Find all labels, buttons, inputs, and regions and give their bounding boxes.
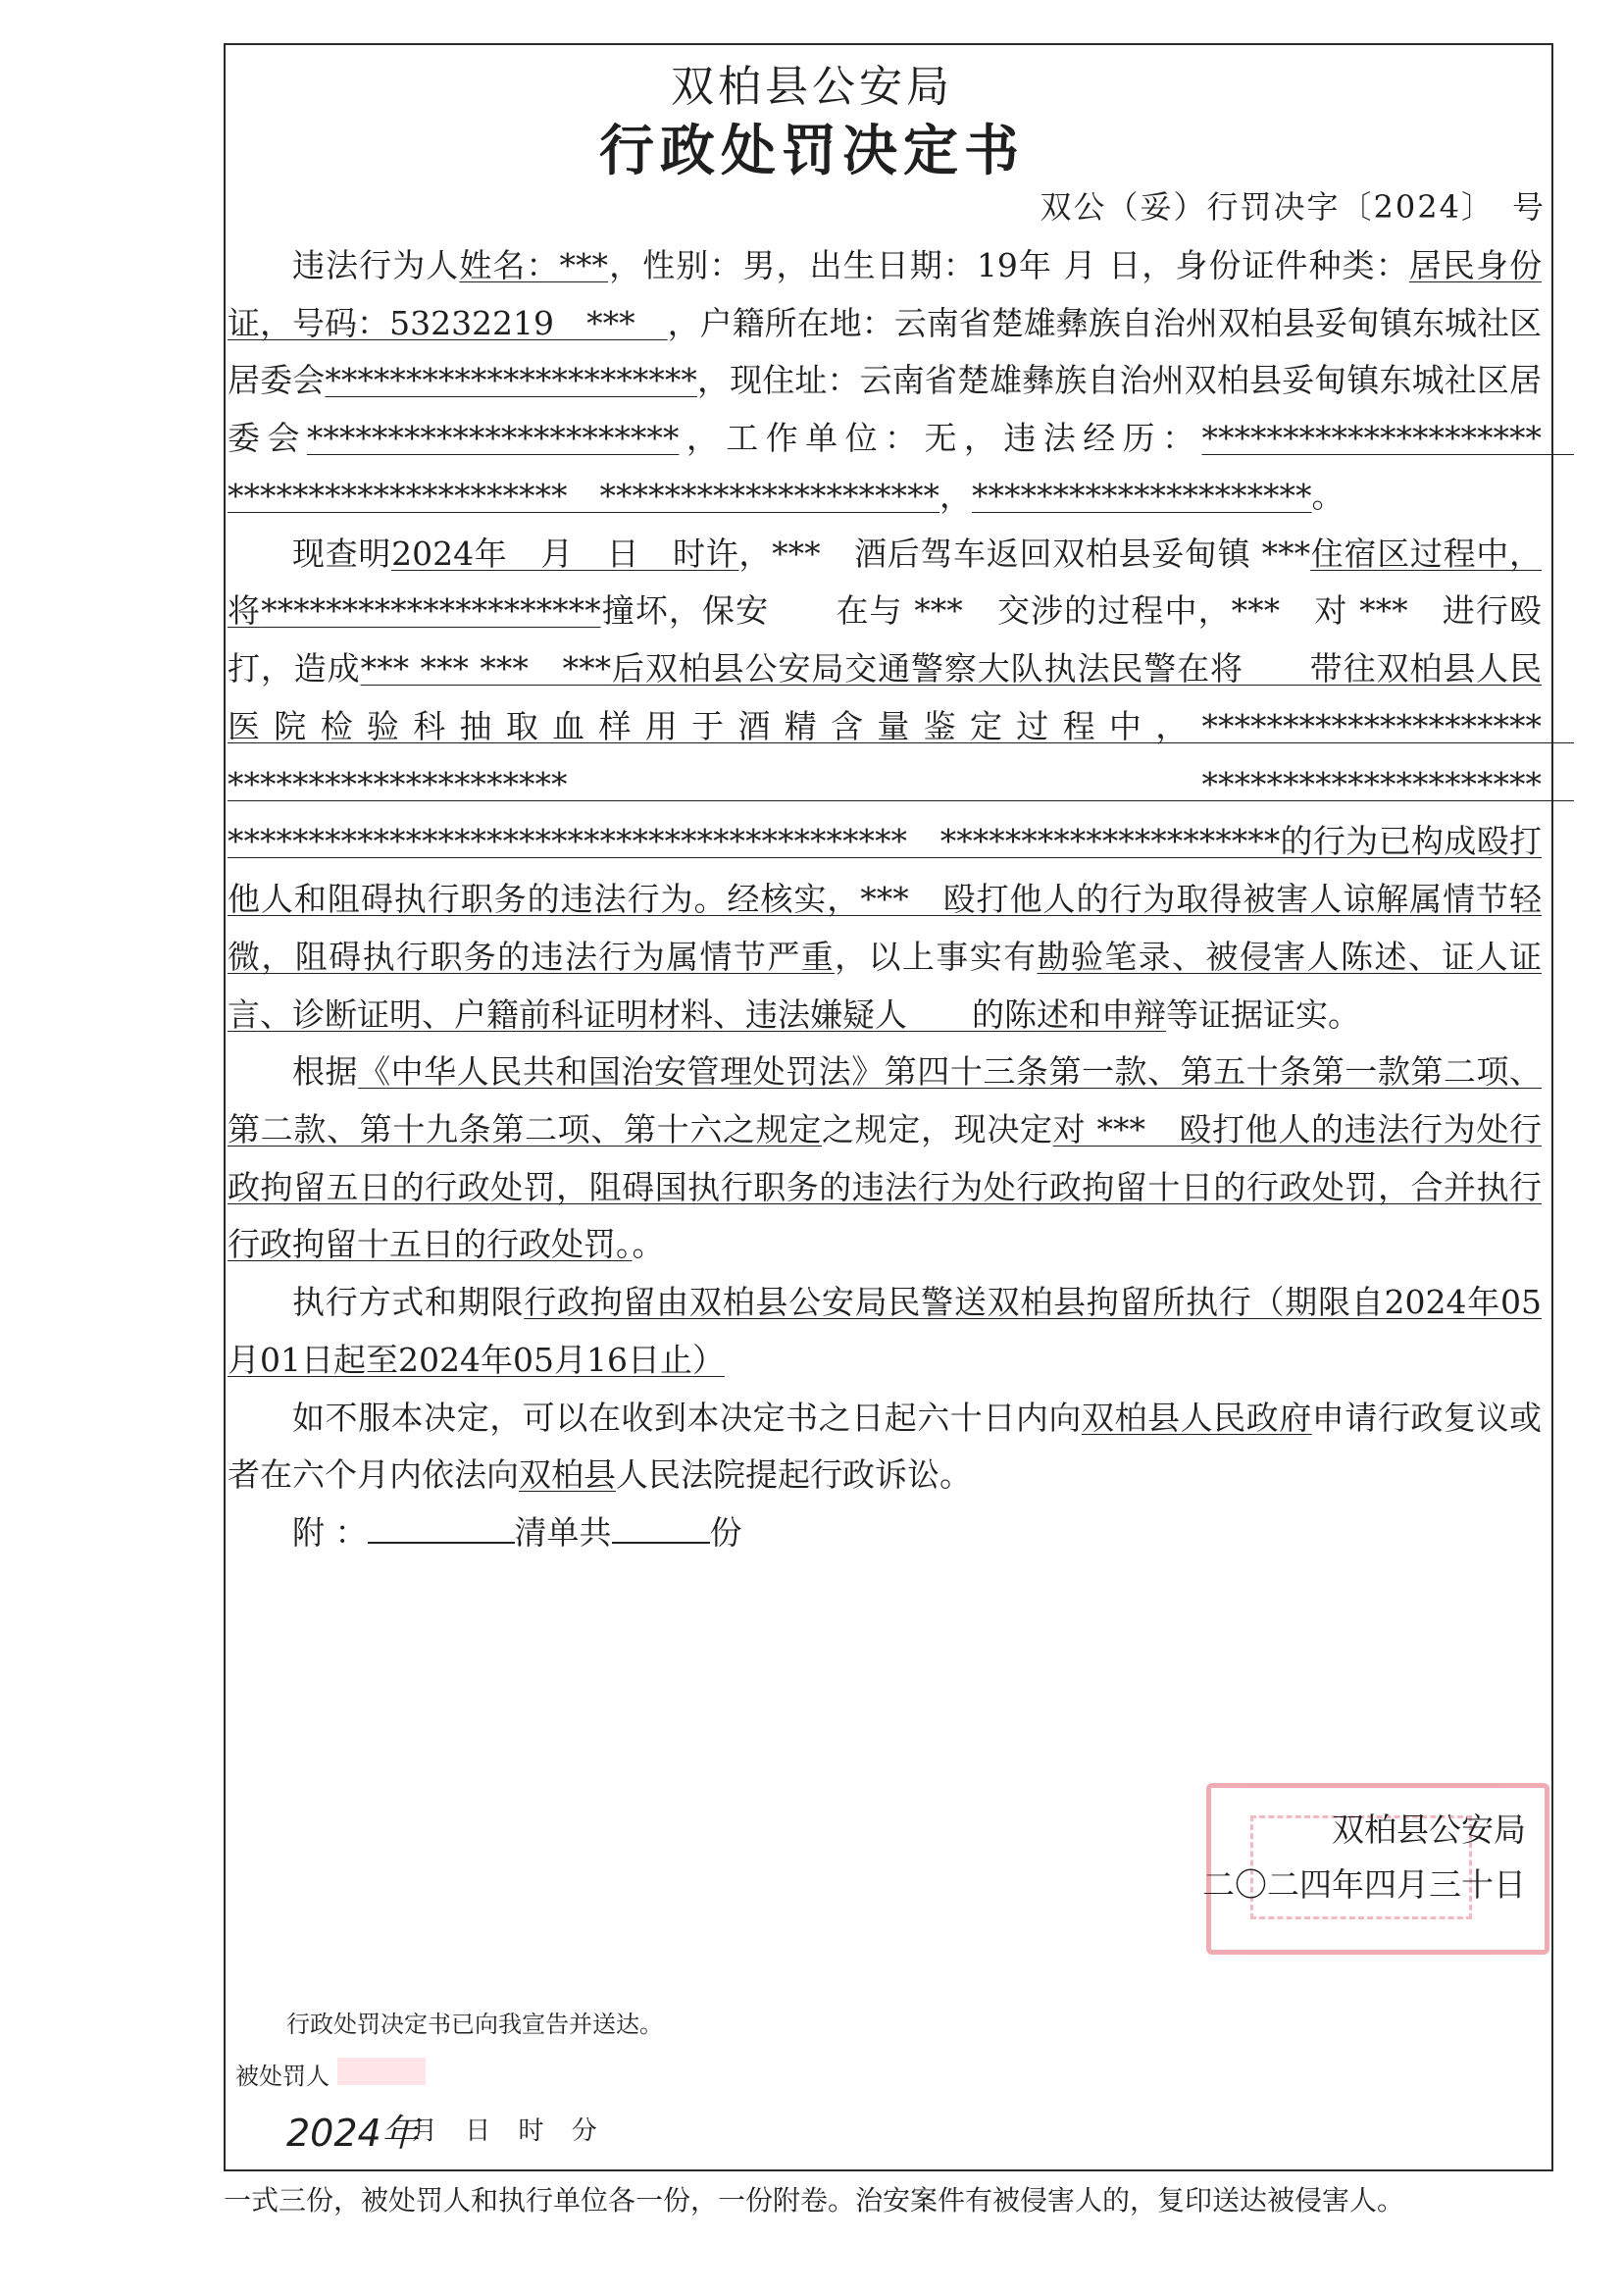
- record-redacted-2: *********************: [972, 476, 1312, 515]
- appeal-text-a: 如不服本决定，可以在收到本决定书之日起六十日内向: [292, 1398, 1082, 1437]
- attachment-line: [292, 1504, 1542, 1562]
- facts-redacted-2: *** *** *** ***: [360, 649, 612, 688]
- facts-lead: 现查明: [292, 534, 392, 573]
- served-date-fields: 月 日 时 分: [412, 2116, 607, 2146]
- appeal-court: 双柏县: [519, 1455, 616, 1495]
- decision-paragraph: [228, 1044, 1542, 1274]
- offender-birth-tail: 年 月 日，身份证件种类：: [1017, 246, 1409, 284]
- appeal-text-c: 人民法院提起行政诉讼。: [616, 1455, 972, 1495]
- facts-text-j: 的行为已构成殴打他人和阻碍执行职务的违法行为。经核实，: [228, 822, 1543, 919]
- execution-lead: 执行方式和期限: [292, 1283, 525, 1322]
- evidence-list: 勘验笔录、被侵害人陈述、证人证言、诊断证明、户籍前科证明材料、违法嫌疑人 的陈述和申辩: [228, 937, 1543, 1034]
- appeal-government: 双柏县人民政府: [1081, 1398, 1312, 1437]
- facts-text-l: ，以上事实有: [835, 937, 1038, 976]
- offender-current-address: ，现住址：云南省楚雄彝族自治州双柏县妥甸镇东城社区居委会: [228, 361, 1543, 458]
- hukou-redacted: ***********************: [325, 361, 697, 400]
- execution-paragraph: [228, 1274, 1542, 1389]
- facts-paragraph: [228, 526, 1574, 1045]
- penalized-person-label: 被处罚人: [235, 2063, 330, 2090]
- facts-redacted-4: ********************* *********************: [567, 822, 1281, 861]
- execution-content: 行政拘留由双柏县公安局民警送双柏县拘留所执行（期限自2024年05月01日起至2024年05月16日止）: [228, 1283, 1542, 1379]
- signature-block: [1202, 1803, 1526, 1912]
- issuing-agency: 双柏县公安局: [671, 62, 953, 112]
- offender-name: 姓名：***: [459, 246, 609, 284]
- offender-work: ，工作单位：无，违法经历：: [679, 419, 1202, 458]
- facts-text-e: 撞坏，保安 在与 *** 交涉的过程中，*** 对 *** 进行殴打，造成: [228, 591, 1543, 688]
- decision-text-b: 之规定，现决定: [822, 1110, 1053, 1149]
- attachment-count-blank: [612, 1512, 710, 1544]
- decision-content: 对 *** 殴打他人的违法行为处行政拘留五日的行政处罚，阻碍国执行职务的违法行为处行政拘留十日的行政处罚，合并执行行政拘留十五日的行政处罚。: [228, 1110, 1542, 1264]
- record-redacted-1: ********************* ********************* *********************: [228, 419, 1574, 515]
- appeal-paragraph: [228, 1390, 1542, 1504]
- signature-date: 二〇二四年四月三十日: [1202, 1865, 1526, 1905]
- offender-paragraph: 违法行为人姓名：***，性别：男，出生日期：19年 月 日，身份证件种类：居民身份证，号码：53232219 *** ，户籍所在地：云南省楚雄彝族自治州双柏县妥甸镇东城社区居委会***********************，现住址：云南省楚雄彝族自治州双柏县妥甸镇东城社区居委会***********************，工作单位：无，违法经历：********************* ********************* *********************，*********************。: [228, 246, 1574, 515]
- incident-date: 2024年 月 日 时许: [391, 534, 739, 573]
- document-body: [228, 237, 1574, 1562]
- footer-note: 一式三份，被处罚人和执行单位各一份，一份附卷。治安案件有被侵害人的，复印送达被侵害人。: [224, 2184, 1405, 2217]
- facts-text-b: ，*** 酒后驾车返回双柏县妥甸镇 ***: [738, 534, 1311, 573]
- attachment-blank: [368, 1512, 515, 1544]
- offender-gender: ，性别：男，出生日期：19: [608, 246, 1018, 284]
- decision-lead: 根据: [292, 1052, 359, 1092]
- offender-paragraph-end: 。: [1311, 476, 1345, 515]
- attachment-prefix: 附 ：: [292, 1513, 368, 1553]
- attachment-suffix: 份: [709, 1513, 742, 1553]
- facts-redacted-3: ********************* ********************* ********************* *********************: [228, 706, 1574, 861]
- document-number: 双公（妥）行罚决字〔2024〕 号: [1040, 188, 1546, 226]
- offender-id: 居民身份证，号码：53232219 ***: [228, 246, 1543, 342]
- document-title: 行政处罚决定书: [599, 119, 1025, 183]
- legal-basis: 《中华人民共和国治安管理处罚法》第四十三条第一款、第五十条第一款第二项、第二款、第十九条第二项、第十六之规定: [228, 1052, 1543, 1149]
- handwritten-year: 2024年: [286, 2112, 419, 2155]
- appeal-text-b: 申请行政复议或者在六个月内依法向: [228, 1398, 1543, 1495]
- facts-text-k: *** 殴打他人的行为取得被害人谅解属情节轻微，阻碍执行职务的违法行为属情节严重: [228, 880, 1542, 976]
- offender-label: 违法行为人: [292, 246, 460, 284]
- facts-text-g: 后双柏县公安局交通警察大队执法民警在将 带往双柏县人民医院检验科抽取血样用于酒精含量鉴定过程中，: [228, 649, 1543, 745]
- served-statement: 行政处罚决定书已向我宣告并送达。: [286, 2011, 663, 2038]
- address-redacted: ***********************: [306, 419, 680, 458]
- facts-text-n: 等证据证实。: [1166, 994, 1360, 1034]
- facts-text-c: 住宿区过程中，将: [228, 534, 1543, 631]
- offender-hukou: ，户籍所在地：云南省楚雄彝族自治州双柏县妥甸镇东城社区居委会: [228, 303, 1543, 400]
- signature-agency: 双柏县公安局: [1332, 1810, 1526, 1849]
- attachment-middle: 清单共: [514, 1513, 612, 1553]
- facts-redacted-1: *********************: [261, 591, 601, 631]
- decision-end: 。: [632, 1225, 665, 1264]
- signature-redaction: [337, 2058, 426, 2085]
